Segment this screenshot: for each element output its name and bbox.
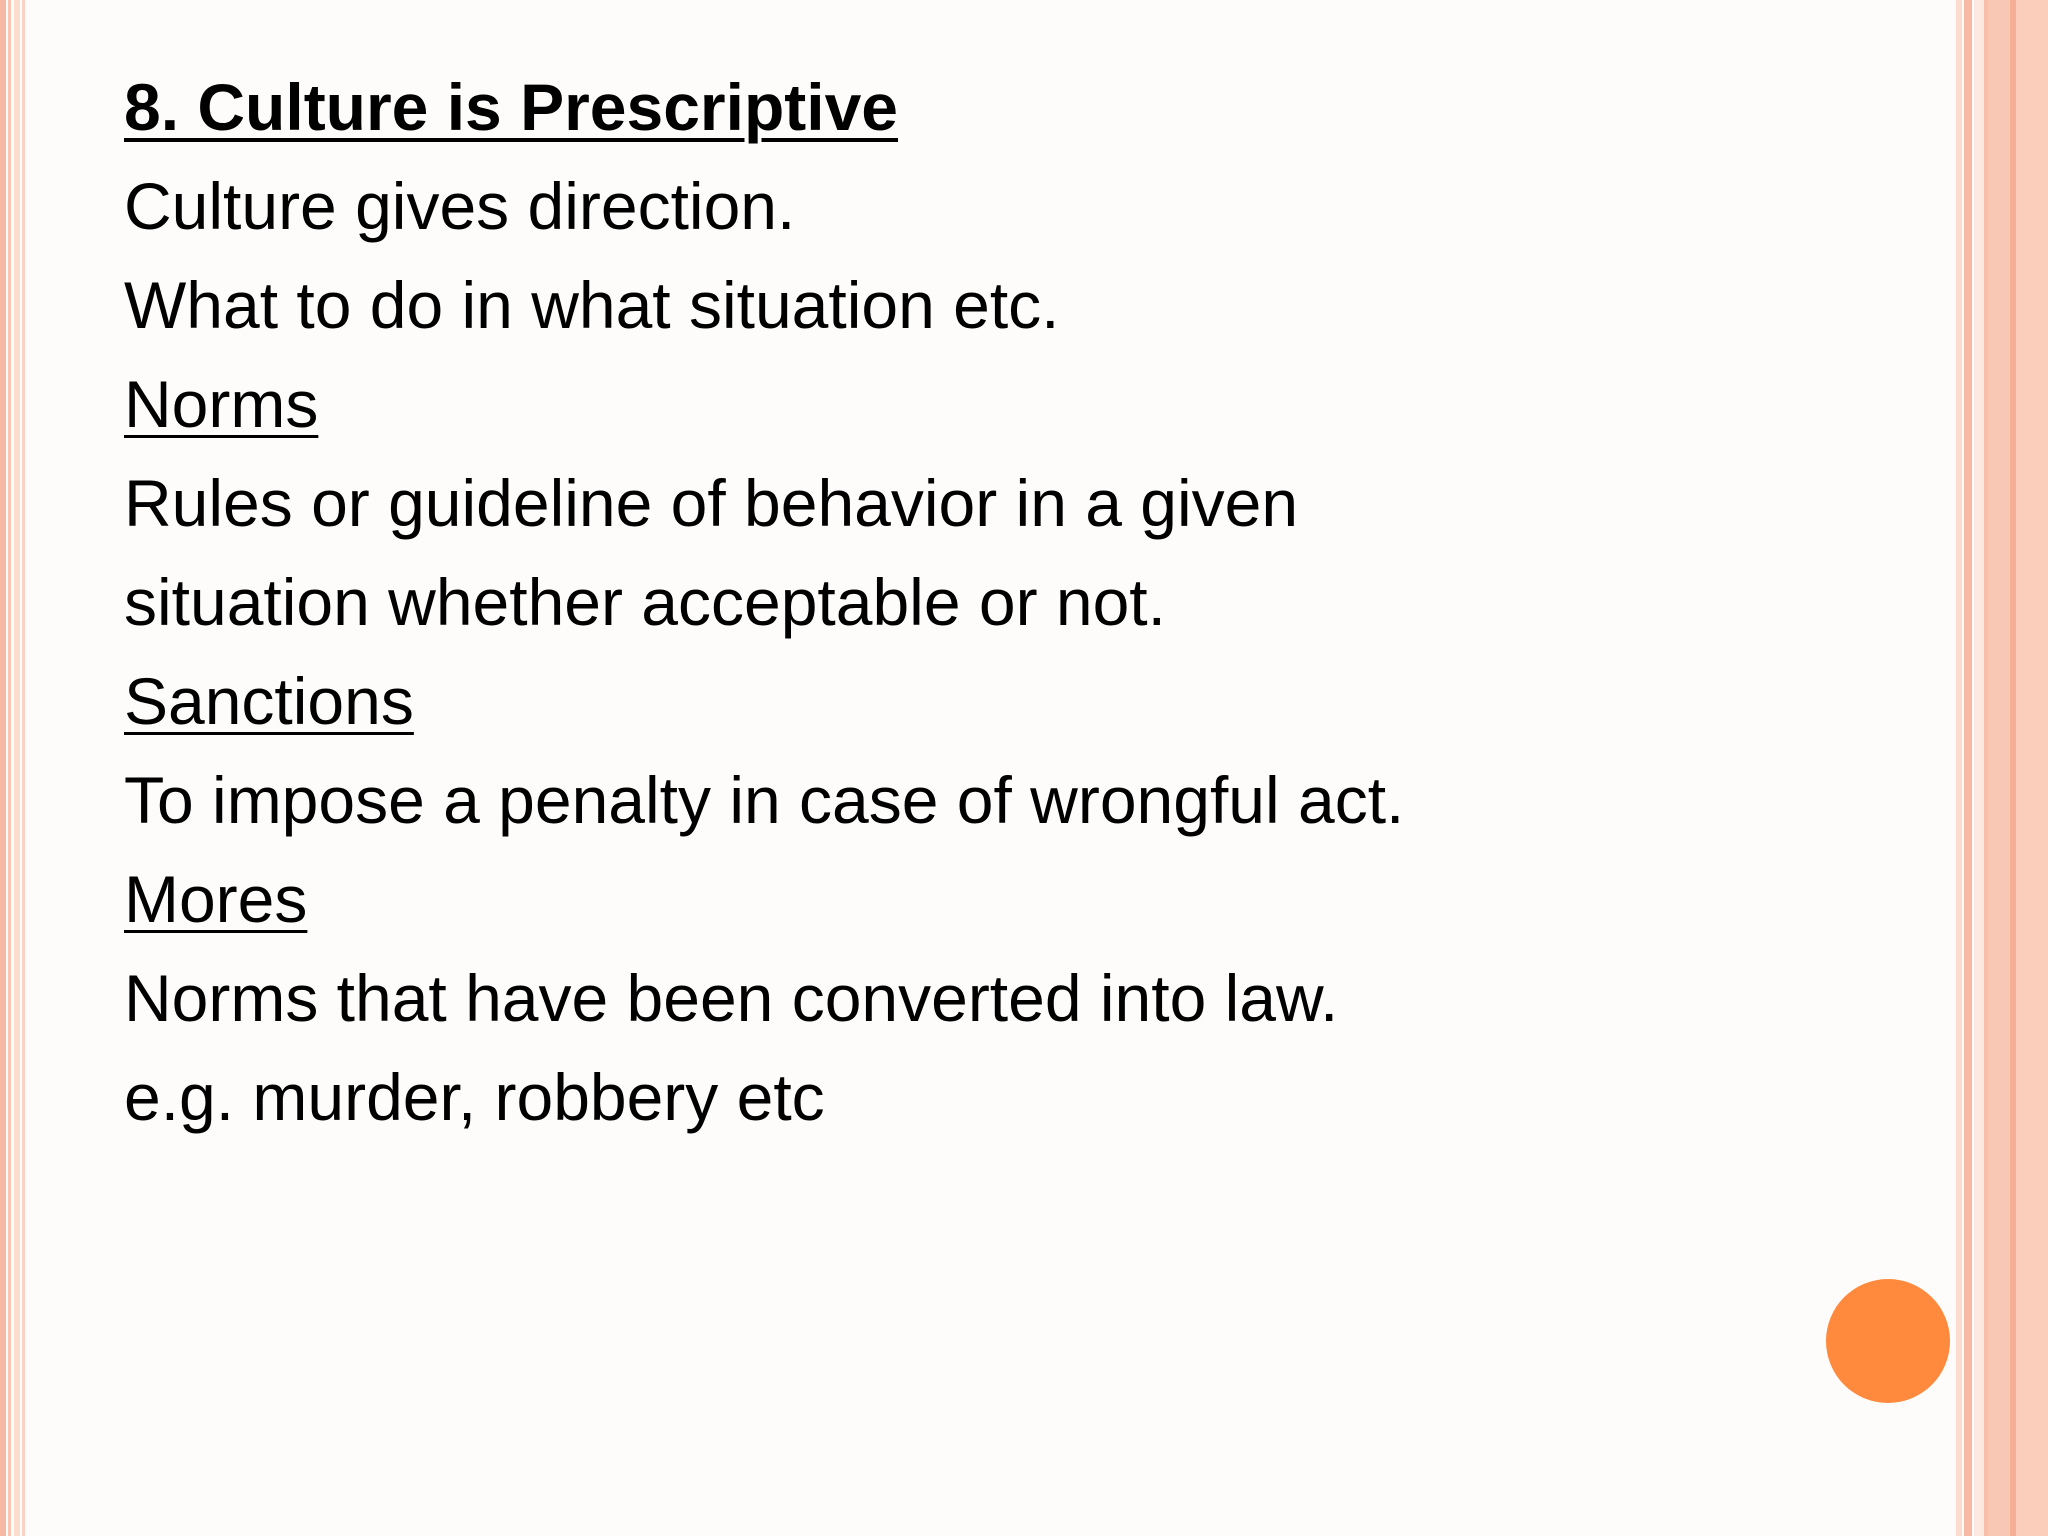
right-border-stripe bbox=[1964, 0, 1972, 1536]
term-norms: Norms bbox=[124, 367, 319, 441]
body-line: Culture gives direction. bbox=[124, 169, 796, 243]
right-border-stripe bbox=[1974, 0, 1984, 1536]
term-sanctions: Sanctions bbox=[124, 664, 414, 738]
left-border-stripe bbox=[14, 0, 20, 1536]
body-line: e.g. murder, robbery etc bbox=[124, 1060, 825, 1134]
right-border-stripe bbox=[1988, 0, 2010, 1536]
term-mores: Mores bbox=[124, 862, 308, 936]
slide-title: 8. Culture is Prescriptive bbox=[124, 70, 898, 144]
accent-circle bbox=[1826, 1279, 1950, 1403]
body-line: To impose a penalty in case of wrongful act. bbox=[124, 763, 1405, 837]
body-line: situation whether acceptable or not. bbox=[124, 565, 1166, 639]
right-border-stripe bbox=[2016, 0, 2048, 1536]
right-border-stripe bbox=[1956, 0, 1962, 1536]
body-line: What to do in what situation etc. bbox=[124, 268, 1060, 342]
left-border-stripe bbox=[0, 0, 6, 1536]
left-border-stripe bbox=[8, 0, 11, 1536]
slide-body bbox=[124, 58, 1924, 1147]
body-line: Norms that have been converted into law. bbox=[124, 961, 1339, 1035]
body-line: Rules or guideline of behavior in a given bbox=[124, 466, 1299, 540]
left-border-stripe bbox=[22, 0, 25, 1536]
